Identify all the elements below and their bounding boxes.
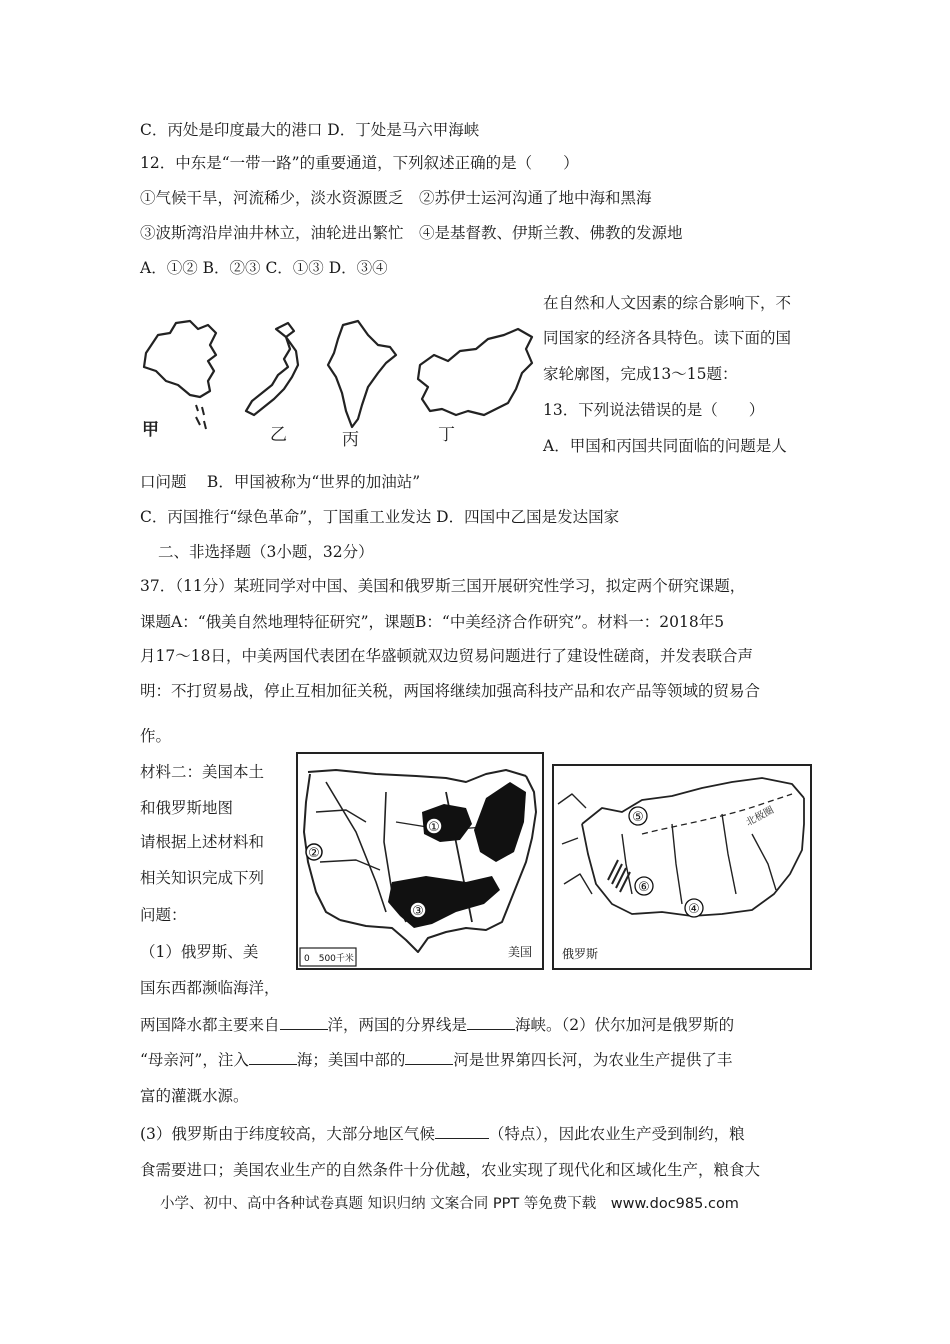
instruction-line-3: 问题： xyxy=(140,906,187,924)
blank-strait[interactable] xyxy=(467,1015,515,1030)
intro-line-1: 在自然和人文因素的综合影响下，不 xyxy=(543,294,792,312)
sub-question-1-line-3 xyxy=(140,1015,734,1035)
q1-part-c: 海峡。（2）伏尔加河是俄罗斯的 xyxy=(515,1016,735,1034)
blank-river[interactable] xyxy=(405,1050,453,1065)
sub-question-2-line-1 xyxy=(140,1050,732,1070)
instruction-line-2: 相关知识完成下列 xyxy=(140,869,265,887)
statement-1-2: ①气候干旱，河流稀少，淡水资源匮乏 ②苏伊士运河沟通了地中海和黑海 xyxy=(140,189,652,207)
label-yi: 乙 xyxy=(270,425,287,445)
question-37-line-4: 明：不打贸易战，停止互相加征关税，两国将继续加强高科技产品和农产品等领域的贸易合 xyxy=(140,682,761,700)
options-12: A．①② B．②③ C．①③ D．③④ xyxy=(140,259,388,277)
material-2-line-2: 和俄罗斯地图 xyxy=(140,799,234,817)
russia-label-5: ⑤ xyxy=(632,810,644,825)
question-37-line-3: 月17～18日，中美两国代表团在华盛顿就双边贸易问题进行了建设性磋商，并发表联合声 xyxy=(140,647,753,665)
blank-climate[interactable] xyxy=(435,1124,489,1139)
q1-part-b: 洋，两国的分界线是 xyxy=(327,1016,468,1034)
q2-part-b: 海；美国中部的 xyxy=(296,1051,406,1069)
usa-scale: 0 500千米 xyxy=(304,954,354,964)
material-2-line-1: 材料二：美国本土 xyxy=(140,763,265,781)
intro-line-3: 家轮廓图，完成13～15题： xyxy=(543,365,738,383)
usa-label-1: ① xyxy=(428,820,440,835)
sub-question-3-line-1 xyxy=(140,1124,745,1144)
label-bing: 丙 xyxy=(342,430,359,450)
usa-label-2: ② xyxy=(308,846,320,861)
blank-sea[interactable] xyxy=(249,1050,297,1065)
label-jia: 甲 xyxy=(142,420,159,440)
question-13: 13．下列说法错误的是（ ） xyxy=(543,401,765,419)
china-outline xyxy=(144,321,216,397)
question-37-line-5: 作。 xyxy=(140,727,172,745)
russia-title: 俄罗斯 xyxy=(562,947,599,961)
sub-question-1-line-2: 国东西都濒临海洋， xyxy=(140,979,280,997)
option-a-b-13: 口问题 B．甲国被称为“世界的加油站” xyxy=(140,473,421,491)
sub-question-3-line-2: 食需要进口；美国农业生产的自然条件十分优越，农业实现了现代化和区域化生产，粮食大 xyxy=(140,1161,761,1179)
intro-line-2: 同国家的经济各具特色。读下面的国 xyxy=(543,329,792,347)
sub-question-1-line-1: （1）俄罗斯、美 xyxy=(140,943,259,961)
q3-part-a: (3）俄罗斯由于纬度较高，大部分地区气候 xyxy=(140,1125,435,1143)
japan-outline xyxy=(246,337,298,415)
sub-question-2-line-2: 富的灌溉水源。 xyxy=(140,1087,249,1105)
usa-map xyxy=(296,752,544,970)
statement-3-4: ③波斯湾沿岸油井林立，油轮进出繁忙 ④是基督教、伊斯兰教、佛教的发源地 xyxy=(140,224,683,242)
blank-ocean[interactable] xyxy=(280,1015,328,1030)
question-12: 12．中东是“一带一路”的重要通道，下列叙述正确的是（ ） xyxy=(140,154,579,172)
russia-label-4: ④ xyxy=(688,902,700,917)
section-heading: 二、非选择题（3小题，32分） xyxy=(158,543,374,561)
q1-part-a: 两国降水都主要来自 xyxy=(140,1016,280,1034)
question-37: 37．（11分）某班同学对中国、美国和俄罗斯三国开展研究性学习，拟定两个研究课题， xyxy=(140,577,746,595)
instruction-line-1: 请根据上述材料和 xyxy=(140,833,265,851)
option-cd-line: C．丙处是印度最大的港口 D．丁处是马六甲海峡 xyxy=(140,121,480,139)
label-ding: 丁 xyxy=(438,425,455,445)
q2-part-a: “母亲河”，注入 xyxy=(140,1051,249,1069)
india-outline xyxy=(328,321,396,427)
usa-title: 美国 xyxy=(508,945,533,959)
q3-part-b: （特点），因此农业生产受到制约，粮 xyxy=(488,1125,745,1143)
country-outlines-figure xyxy=(138,315,538,450)
q2-part-c: 河是世界第四长河，为农业生产提供了丰 xyxy=(453,1051,733,1069)
option-c-d-13: C．丙国推行“绿色革命”，丁国重工业发达 D．四国中乙国是发达国家 xyxy=(140,508,620,526)
usa-label-3: ③ xyxy=(412,904,424,919)
option-a-13: A．甲国和丙国共同面临的问题是人 xyxy=(543,437,787,455)
russia-map xyxy=(552,764,812,970)
russia-outline xyxy=(418,329,532,415)
russia-label-6: ⑥ xyxy=(638,880,650,895)
question-37-line-2: 课题A：“俄美自然地理特征研究”，课题B：“中美经济合作研究”。材料一：2018年5 xyxy=(140,613,725,631)
russia-arctic-circle: 北极圈 xyxy=(744,804,776,829)
footer-note: 小学、初中、高中各种试卷真题 知识归纳 文案合同 PPT 等免费下载 www.doc985.com xyxy=(160,1196,739,1212)
